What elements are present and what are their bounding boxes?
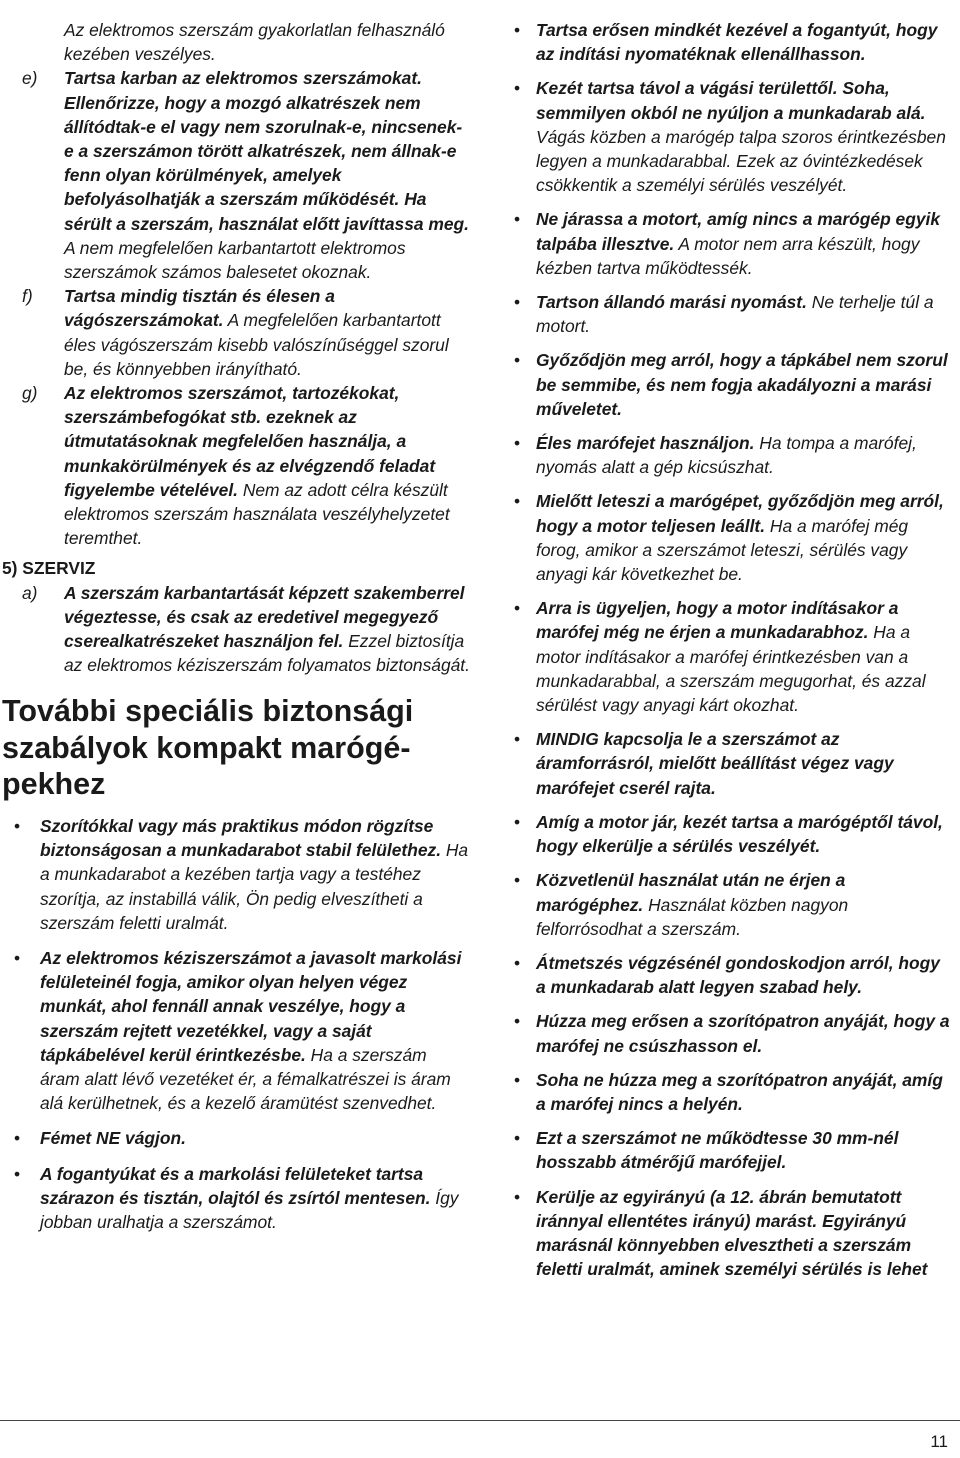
bullet-icon: • bbox=[514, 1186, 521, 1207]
list-item bbox=[508, 76, 954, 197]
bullet-icon: • bbox=[14, 1128, 21, 1149]
bullet-icon: • bbox=[514, 20, 521, 40]
rule-bold-text: Az elektromos szerszámot, tartozékokat, szerszámbefogókat stb. ezeknek az útmutatásoknak megfelelően használja, a munkakörülmények és az elvégzendő feladat figyelembe vételével. bbox=[64, 383, 436, 500]
rule-normal-text: Ezzel biztosítja az elektromos kéziszerszám folyamatos biztonságát. bbox=[64, 631, 470, 676]
list-item bbox=[508, 431, 954, 479]
bullet-bold-text: Tartsa erősen mindkét kezével a fogantyút, hogy az indítási nyomatéknak ellenállhasson. bbox=[536, 20, 938, 65]
bullet-normal-text: Ha a szerszám áram alatt lévő vezetéket ér, a fémalkatrészei is áram alá kerülhetnek, és a kezelő áramütést szenvedhet. bbox=[40, 1044, 451, 1114]
list-item bbox=[508, 207, 954, 280]
rule-marker: e) bbox=[22, 68, 38, 89]
list-item bbox=[508, 1126, 954, 1174]
bullet-normal-text: Ne terhelje túl a motort. bbox=[536, 292, 934, 337]
list-item bbox=[508, 868, 954, 941]
intro-text: Az elektromos szerszám gyakorlatlan felhasználó kezében veszélyes. bbox=[64, 20, 445, 65]
list-item bbox=[508, 596, 954, 717]
list-item bbox=[0, 1126, 470, 1150]
bullet-normal-text: Használat közben nagyon felforrósodhat a szerszám. bbox=[536, 894, 849, 939]
list-item bbox=[0, 1162, 470, 1235]
page-number: 11 bbox=[930, 1432, 948, 1451]
list-item bbox=[508, 18, 954, 66]
bullet-bold-text: Szorítókkal vagy más praktikus módon rögzítse biztonságosan a munkadarabot stabil felülethez. bbox=[40, 815, 442, 861]
rule-normal-text: A nem megfelelően karbantartott elektromos szerszámok számos balesetet okoznak. bbox=[64, 237, 406, 283]
bullet-normal-text: Ha tompa a marófej, nyomás alatt a gép kicsúszhat. bbox=[536, 433, 917, 478]
list-item bbox=[508, 951, 954, 999]
bullet-bold-text: Tartson állandó marási nyomást. bbox=[536, 292, 807, 313]
rule-marker: f) bbox=[22, 286, 33, 307]
section-heading-service: 5) SZERVIZ bbox=[2, 558, 96, 579]
bullet-icon: • bbox=[514, 491, 521, 512]
bullet-bold-text: Átmetszés végzésénél gondoskodjon arról, hogy a munkadarab alatt legyen szabad hely. bbox=[536, 952, 940, 998]
rule-marker: g) bbox=[22, 383, 38, 404]
bullet-bold-text: Arra is ügyeljen, hogy a motor indításakor a marófej még ne érjen a munkadarabhoz. bbox=[536, 598, 899, 643]
bullet-bold-text: Ne járassa a motort, amíg nincs a marógép egyik talpába illesztve. bbox=[536, 209, 941, 254]
section-title: További speciális biztonsági szabályok kompakt marógépekhez bbox=[2, 694, 414, 802]
list-item bbox=[508, 1185, 954, 1282]
list-item bbox=[508, 1009, 954, 1057]
list-item bbox=[0, 946, 470, 1115]
bullet-icon: • bbox=[514, 1069, 521, 1090]
bullet-bold-text: Kerülje az egyirányú (a 12. ábrán bemutatott iránnyal ellentétes irányú) marást. Egyirányú marásnál könnyebben elvesztheti a szerszám feletti uralmát, aminek személyi sérülés is lehet bbox=[536, 1186, 928, 1280]
left-column bbox=[0, 18, 470, 1234]
list-item bbox=[508, 290, 954, 338]
bullet-icon: • bbox=[514, 870, 521, 891]
bullet-icon: • bbox=[514, 598, 521, 619]
bullet-normal-text: Ha a marófej még forog, amikor a szerszámot leteszi, sérülés vagy anyagi kár következhet be. bbox=[536, 515, 909, 585]
rule-bold-text: Tartsa mindig tisztán és élesen a vágószerszámokat. bbox=[64, 286, 335, 331]
bullet-icon: • bbox=[514, 1011, 521, 1032]
bullet-bold-text: Fémet NE vágjon. bbox=[40, 1128, 186, 1149]
rule-bold-text: A szerszám karbantartását képzett szakemberrel végeztesse, és csak az eredetivel megegyező cserealkatrészeket használjon fel. bbox=[64, 582, 465, 652]
list-item bbox=[508, 348, 954, 421]
list-item bbox=[0, 814, 470, 935]
bullet-normal-text: A motor nem arra készült, hogy kézben tartva működtessék. bbox=[536, 233, 920, 278]
bullet-bold-text: Éles marófejet használjon. bbox=[536, 433, 755, 454]
list-item bbox=[508, 1068, 954, 1116]
bullet-icon: • bbox=[514, 1128, 521, 1149]
bullet-bold-text: Az elektromos kéziszerszámot a javasolt markolási felületeinél fogja, amikor olyan helyen végez munkát, ahol fennáll annak veszélye, hogy a szerszám rejtett vezetékkel, vagy a saját tápkábelével kerül érintkezésbe. bbox=[40, 948, 462, 1065]
list-item bbox=[508, 727, 954, 800]
bullet-normal-text: Vágás közben a marógép talpa szoros érintkezésben legyen a munkadarabbal. Ezek az óvintézkedések csökkentik a személyi sérülés veszélyét. bbox=[536, 126, 946, 196]
rule-normal-text: Nem az adott célra készült elektromos szerszám használata veszélyhelyzetet teremthet. bbox=[64, 479, 450, 549]
bullet-icon: • bbox=[514, 209, 521, 230]
bullet-bold-text: Ezt a szerszámot ne működtesse 30 mm-nél hosszabb átmérőjű marófejjel. bbox=[536, 1128, 899, 1173]
footer-divider bbox=[0, 1420, 960, 1421]
bullet-icon: • bbox=[14, 815, 21, 836]
bullet-icon: • bbox=[514, 811, 521, 832]
bullet-bold-text: MINDIG kapcsolja le a szerszámot az áramforrásról, mielőtt beállítást végez vagy marófejet cserél rajta. bbox=[536, 729, 894, 798]
bullet-icon: • bbox=[514, 350, 521, 371]
bullet-bold-text: Győződjön meg arról, hogy a tápkábel nem szorul be semmibe, és nem fogja akadályozni a marási műveletet. bbox=[536, 350, 948, 419]
bullet-icon: • bbox=[514, 292, 521, 313]
right-column bbox=[508, 18, 954, 1281]
bullet-icon: • bbox=[514, 78, 521, 99]
bullet-bold-text: Amíg a motor jár, kezét tartsa a marógéptől távol, hogy elkerülje a sérülés veszélyét. bbox=[536, 811, 943, 857]
bullet-bold-text: Húzza meg erősen a szorítópatron anyáját, hogy a marófej ne csúszhasson el. bbox=[536, 1011, 950, 1056]
list-item bbox=[508, 810, 954, 858]
rule-f bbox=[0, 284, 470, 381]
rule-marker: a) bbox=[22, 582, 38, 603]
rule-normal-text: A megfelelően karbantartott éles vágószerszám kisebb valószínűséggel szorul be, és könnyebben irányítható. bbox=[64, 310, 449, 379]
bullet-normal-text: Ha a munkadarabot a kezében tartja vagy a testéhez szorítja, az instabillá válik, Ön pedig elveszítheti a szerszám feletti uralmát. bbox=[40, 840, 469, 933]
rule-e bbox=[0, 66, 470, 284]
rule-g bbox=[0, 381, 470, 550]
list-item bbox=[508, 489, 954, 586]
bullet-bold-text: Mielőtt leteszi a marógépet, győződjön meg arról, hogy a motor teljesen leállt. bbox=[536, 491, 944, 536]
bullet-normal-text: Így jobban uralhatja a szerszámot. bbox=[40, 1187, 459, 1233]
bullet-icon: • bbox=[14, 1163, 21, 1184]
bullet-icon: • bbox=[514, 433, 521, 454]
bullet-icon: • bbox=[14, 948, 21, 968]
bullet-bold-text: Soha ne húzza meg a szorítópatron anyáját, amíg a marófej nincs a helyén. bbox=[536, 1069, 943, 1114]
rule-bold-text: Tartsa karban az elektromos szerszámokat. Ellenőrizze, hogy a mozgó alkatrészek nem állítódtak-e el vagy nem szorulnak-e, nincsenek-e a szerszámon törött alkatrészek, nem állnak-e fenn olyan körülmények, amelyek befolyásolhatják a szerszám működését. Ha sérült a szerszám, használat előtt javíttassa meg. bbox=[64, 68, 469, 234]
bullet-bold-text: A fogantyúkat és a markolási felületeket tartsa szárazon és tisztán, olajtól és zsírtól mentesen. bbox=[40, 1163, 431, 1208]
bullet-bold-text: Közvetlenül használat után ne érjen a marógéphez. bbox=[536, 870, 846, 915]
bullet-normal-text: Ha a motor indításakor a marófej érintkezésben van a munkadarabbal, a szerszám megugorhat, és azzal sérülést vagy anyagi kárt okozhat. bbox=[536, 622, 926, 716]
rule-a bbox=[0, 581, 470, 678]
bullet-bold-text: Kezét tartsa távol a vágási területtől. Soha, semmilyen okból ne nyúljon a munkadarab alá. bbox=[536, 78, 926, 123]
bullet-icon: • bbox=[514, 729, 521, 750]
bullet-icon: • bbox=[514, 952, 521, 973]
